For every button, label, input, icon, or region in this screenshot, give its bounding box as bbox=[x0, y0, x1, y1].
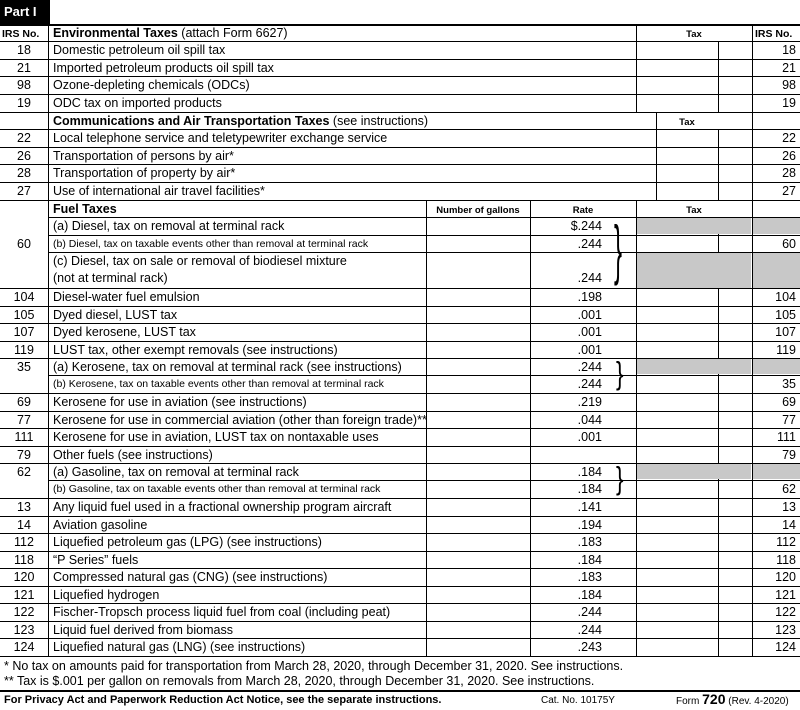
irs-number-right: 98 bbox=[782, 78, 796, 92]
irs-number: 122 bbox=[13, 605, 35, 619]
irs-number-right: 120 bbox=[775, 570, 796, 584]
section-title-communications bbox=[53, 113, 428, 130]
shaded-cell bbox=[753, 463, 800, 479]
form-revision: (Rev. 4-2020) bbox=[728, 696, 789, 707]
rate-value: .184 bbox=[577, 552, 602, 567]
irs-number-right: 18 bbox=[782, 43, 796, 57]
shaded-cell bbox=[637, 253, 751, 288]
diesel-c-rate: .244 bbox=[577, 271, 602, 285]
line-description: ODC tax on imported products bbox=[53, 95, 222, 110]
brace-icon: } bbox=[616, 461, 624, 497]
irs-number: 22 bbox=[17, 131, 31, 145]
irs-number-right: 69 bbox=[782, 395, 796, 409]
environmental-title: Environmental Taxes bbox=[53, 26, 178, 40]
rate-value: .244 bbox=[577, 622, 602, 637]
line-description: Dyed kerosene, LUST tax bbox=[53, 325, 196, 339]
irs-number: 121 bbox=[13, 587, 35, 602]
diesel-a-rate: $.244 bbox=[570, 219, 602, 233]
irs-number: 77 bbox=[17, 412, 31, 427]
irs-number-right: 119 bbox=[776, 342, 796, 357]
brace-icon: } bbox=[616, 356, 624, 392]
irs-no-header: IRS No. bbox=[2, 28, 40, 40]
shaded-cell bbox=[637, 463, 751, 479]
line-description: Liquefied hydrogen bbox=[53, 587, 160, 602]
irs-number-right: 118 bbox=[776, 552, 796, 567]
irs-number: 18 bbox=[17, 43, 31, 57]
line-description: Fischer-Tropsch process liquid fuel from coal (including peat) bbox=[53, 605, 391, 619]
line-description: Aviation gasoline bbox=[53, 517, 148, 532]
shaded-cell bbox=[637, 218, 751, 234]
rate-value: .183 bbox=[577, 535, 602, 549]
rate-header: Rate bbox=[572, 205, 594, 216]
irs-number: 104 bbox=[13, 290, 35, 304]
irs-number: 21 bbox=[17, 60, 31, 75]
irs-number: 14 bbox=[17, 517, 31, 532]
irs-number-right: 26 bbox=[782, 148, 796, 163]
tax-header-fuel: Tax bbox=[686, 205, 702, 216]
irs-no-62-right: 62 bbox=[782, 482, 796, 496]
irs-number-right: 122 bbox=[775, 605, 796, 619]
irs-number-right: 77 bbox=[782, 412, 796, 427]
rate-value: .244 bbox=[577, 605, 602, 619]
diesel-b-rate: .244 bbox=[577, 237, 602, 251]
diesel-b-desc: (b) Diesel, tax on taxable events other than removal at terminal rack bbox=[53, 238, 369, 250]
irs-number-right: 14 bbox=[782, 517, 796, 532]
rate-value: .219 bbox=[577, 395, 602, 409]
irs-number: 105 bbox=[13, 307, 35, 322]
line-description: Dyed diesel, LUST tax bbox=[53, 307, 178, 322]
rate-value: .183 bbox=[577, 570, 602, 584]
line-description: Transportation of persons by air* bbox=[53, 148, 234, 163]
irs-number: 98 bbox=[17, 78, 31, 92]
form-number: 720 bbox=[702, 691, 726, 707]
fuel-taxes-title: Fuel Taxes bbox=[53, 202, 117, 216]
irs-number: 123 bbox=[13, 622, 35, 637]
rate-value: .198 bbox=[577, 290, 602, 304]
part-label-text: Part I bbox=[4, 4, 37, 19]
irs-number-right: 105 bbox=[775, 307, 796, 322]
gasoline-a-rate: .184 bbox=[577, 465, 602, 479]
rate-value: .044 bbox=[577, 412, 602, 427]
irs-number: 112 bbox=[14, 535, 34, 549]
irs-no-35: 35 bbox=[17, 360, 31, 374]
brace-icon: } bbox=[614, 214, 623, 288]
line-description: Imported petroleum products oil spill tax bbox=[53, 60, 274, 75]
gasoline-b-desc: (b) Gasoline, tax on taxable events other than removal at terminal rack bbox=[53, 483, 381, 495]
irs-no-35-right: 35 bbox=[782, 377, 796, 391]
shaded-cell bbox=[753, 218, 800, 234]
irs-number: 118 bbox=[14, 552, 34, 567]
line-description: Domestic petroleum oil spill tax bbox=[53, 43, 226, 57]
rate-value: .001 bbox=[577, 307, 602, 322]
kerosene-a-desc: (a) Kerosene, tax on removal at terminal rack (see instructions) bbox=[53, 360, 402, 374]
tax-header: Tax bbox=[686, 29, 702, 40]
gasoline-a-desc: (a) Gasoline, tax on removal at terminal rack bbox=[53, 465, 299, 479]
irs-number-right: 107 bbox=[775, 325, 796, 339]
diesel-c-desc-1: (c) Diesel, tax on sale or removal of biodiesel mixture bbox=[53, 254, 347, 268]
irs-no-60: 60 bbox=[17, 237, 31, 251]
rate-value: .001 bbox=[577, 342, 602, 357]
footnote-2: ** Tax is $.001 per gallon on removals from March 28, 2020, through December 31, 2020. See instructions. bbox=[4, 674, 595, 688]
irs-number-right: 111 bbox=[776, 430, 796, 444]
kerosene-b-rate: .244 bbox=[577, 377, 602, 391]
irs-no-62: 62 bbox=[17, 465, 31, 479]
irs-number-right: 121 bbox=[775, 587, 796, 602]
irs-number-right: 28 bbox=[782, 166, 796, 180]
kerosene-a-rate: .244 bbox=[577, 360, 602, 374]
kerosene-b-desc: (b) Kerosene, tax on taxable events other than removal at terminal rack bbox=[53, 378, 384, 390]
irs-number-right: 104 bbox=[775, 290, 796, 304]
line-description: Liquid fuel derived from biomass bbox=[53, 622, 233, 637]
number-of-gallons-header: Number of gallons bbox=[436, 205, 520, 216]
footnote-1: * No tax on amounts paid for transportation from March 28, 2020, through December 31, 2020. See instructions. bbox=[4, 659, 624, 673]
irs-number: 13 bbox=[17, 500, 31, 514]
section-title-environmental bbox=[53, 25, 288, 42]
irs-number: 69 bbox=[17, 395, 31, 409]
form-prefix: Form bbox=[676, 696, 700, 707]
irs-number: 79 bbox=[17, 447, 31, 462]
line-description: Diesel-water fuel emulsion bbox=[53, 290, 200, 304]
communications-title: Communications and Air Transportation Taxes bbox=[53, 114, 330, 128]
line-description: Ozone-depleting chemicals (ODCs) bbox=[53, 78, 250, 92]
irs-number-right: 123 bbox=[775, 622, 796, 637]
irs-number: 124 bbox=[13, 640, 35, 654]
gasoline-b-rate: .184 bbox=[577, 482, 602, 496]
irs-number-right: 22 bbox=[782, 131, 796, 145]
diesel-a-desc: (a) Diesel, tax on removal at terminal rack bbox=[53, 219, 285, 233]
irs-number: 107 bbox=[13, 325, 35, 339]
form-id bbox=[676, 691, 789, 710]
line-description: Other fuels (see instructions) bbox=[53, 447, 213, 462]
line-description: Any liquid fuel used in a fractional ownership program aircraft bbox=[53, 500, 392, 514]
line-description: Compressed natural gas (CNG) (see instructions) bbox=[53, 570, 328, 584]
shaded-cell bbox=[637, 358, 751, 374]
irs-number: 120 bbox=[13, 570, 35, 584]
rate-value: .184 bbox=[577, 587, 602, 602]
communications-note: (see instructions) bbox=[332, 114, 429, 128]
rate-value: .243 bbox=[577, 640, 602, 654]
irs-number-right: 124 bbox=[775, 640, 796, 654]
line-description: Kerosene for use in commercial aviation (other than foreign trade)** bbox=[53, 412, 427, 427]
irs-number: 119 bbox=[14, 342, 34, 357]
diesel-c-desc-2: (not at terminal rack) bbox=[53, 271, 168, 285]
irs-number-right: 13 bbox=[782, 500, 796, 514]
line-description: LUST tax, other exempt removals (see instructions) bbox=[53, 342, 338, 357]
irs-number-right: 21 bbox=[782, 60, 796, 75]
tax-header-communications: Tax bbox=[679, 117, 695, 128]
irs-number: 19 bbox=[17, 95, 31, 110]
rate-value: .194 bbox=[577, 517, 602, 532]
shaded-cell bbox=[753, 358, 800, 374]
irs-number-right: 79 bbox=[782, 447, 796, 462]
line-description: Liquefied natural gas (LNG) (see instructions) bbox=[53, 640, 306, 654]
line-description: “P Series” fuels bbox=[53, 552, 139, 567]
cat-no: Cat. No. 10175Y bbox=[541, 695, 615, 706]
irs-no-60-right: 60 bbox=[782, 237, 796, 251]
line-description: Kerosene for use in aviation (see instructions) bbox=[53, 395, 307, 409]
irs-no-header-right: IRS No. bbox=[755, 28, 793, 40]
irs-number-right: 19 bbox=[782, 95, 796, 110]
line-description: Use of international air travel facilities* bbox=[53, 183, 265, 198]
shaded-cell bbox=[753, 253, 800, 288]
rate-value: .001 bbox=[577, 430, 602, 444]
line-description: Transportation of property by air* bbox=[53, 166, 236, 180]
irs-number: 27 bbox=[17, 183, 31, 198]
privacy-notice: For Privacy Act and Paperwork Reduction Act Notice, see the separate instructions. bbox=[4, 694, 442, 706]
line-description: Kerosene for use in aviation, LUST tax on nontaxable uses bbox=[53, 430, 379, 444]
irs-number: 28 bbox=[17, 166, 31, 180]
rate-value: .141 bbox=[577, 500, 602, 514]
irs-number-right: 112 bbox=[776, 535, 796, 549]
environmental-note: (attach Form 6627) bbox=[181, 26, 288, 40]
irs-number: 26 bbox=[17, 148, 31, 163]
irs-number-right: 27 bbox=[782, 183, 796, 198]
line-description: Liquefied petroleum gas (LPG) (see instructions) bbox=[53, 535, 322, 549]
line-description: Local telephone service and teletypewriter exchange service bbox=[53, 131, 388, 145]
rate-value: .001 bbox=[577, 325, 602, 339]
irs-number: 111 bbox=[14, 430, 34, 444]
